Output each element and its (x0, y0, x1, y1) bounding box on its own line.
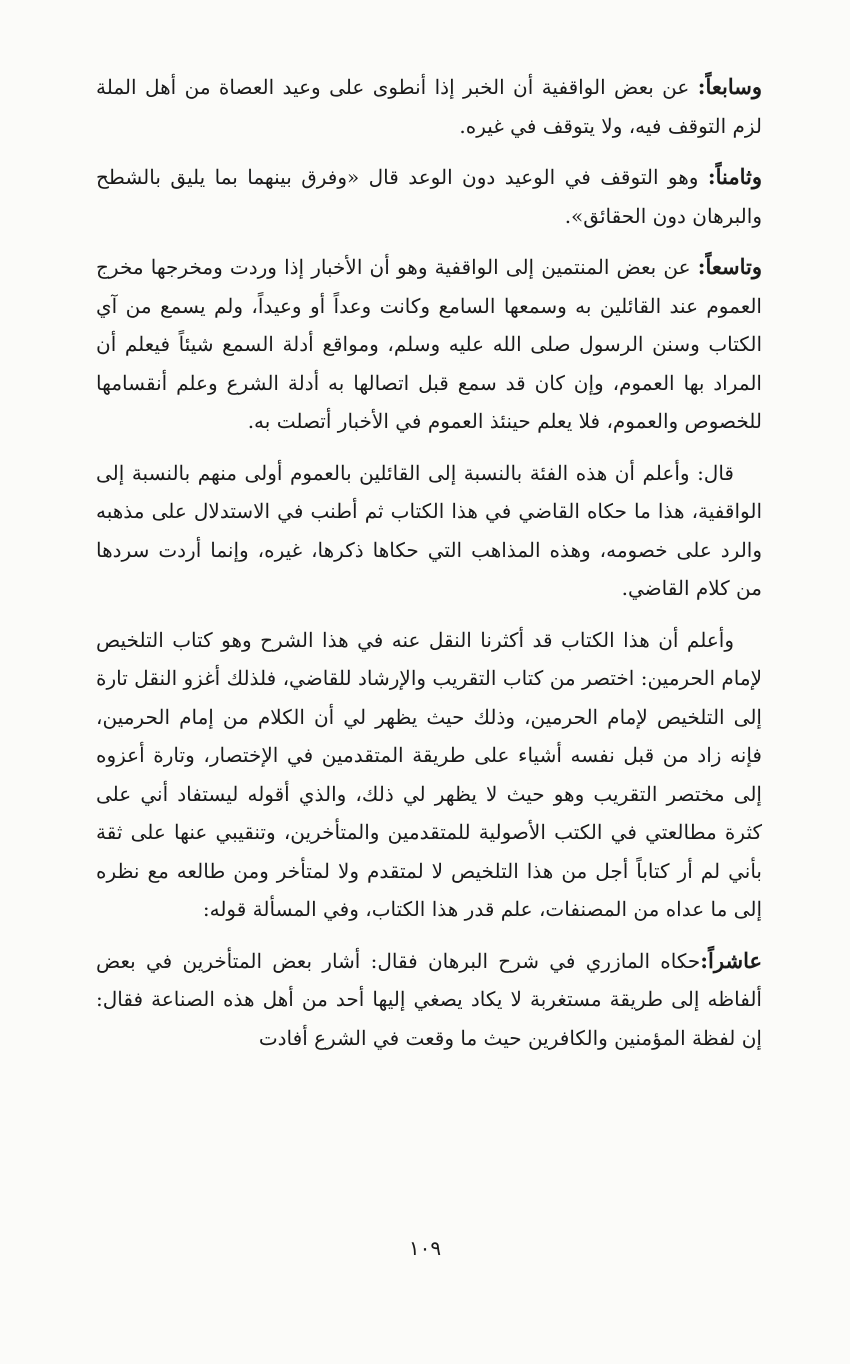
paragraph-text: حكاه المازري في شرح البرهان فقال: أشار بعض المتأخرين في بعض ألفاظه إلى طريقة مستغربة لا يكاد يصغي إليها أحد من أهل هذه الصناعة فقال: إن لفظة المؤمنين والكافرين حيث ما وقعت في الشرع أفادت (96, 948, 762, 1050)
paragraph-text: وهو التوقف في الوعيد دون الوعد قال «وفرق بينهما بما يليق بالشطح والبرهان دون الحقائق». (96, 165, 762, 228)
paragraph-lead: وتاسعاً: (697, 254, 762, 279)
paragraph-qala (96, 454, 762, 608)
paragraph-lead: عاشراً: (700, 947, 762, 973)
page-number: ١٠٩ (408, 1236, 442, 1260)
paragraph-eighth (96, 158, 762, 235)
paragraph-seventh (96, 68, 762, 145)
paragraph-ninth (96, 248, 762, 441)
page-body (96, 68, 762, 1057)
paragraph-lead: وثامناً: (707, 164, 762, 189)
paragraph-lead: وسابعاً: (697, 74, 762, 99)
paragraph-talkhis (96, 621, 762, 929)
paragraph-text: قال: وأعلم أن هذه الفئة بالنسبة إلى القائلين بالعموم أولى منهم بالنسبة إلى الواقفية، هذا ما حكاه القاضي في هذا الكتاب ثم أطنب في الاستدلال على مذهبه والرد على خصومه، وهذه المذاهب التي حكاها ذكرها، غيره، وإنما أردت سردها من كلام القاضي. (96, 460, 762, 600)
paragraph-tenth (96, 942, 762, 1058)
paragraph-text: وأعلم أن هذا الكتاب قد أكثرنا النقل عنه في هذا الشرح وهو كتاب التلخيص لإمام الحرمين: اختصر من كتاب التقريب والإرشاد للقاضي، فلذلك أغزو النقل تارة إلى التلخيص لإمام الحرمين، وذلك حيث يظهر لي أن الكلام من إمام الحرمين، فإنه زاد من قبل نفسه أشياء على طريقة المتقدمين في الإختصار، وتارة أعزوه إلى مختصر التقريب وهو حيث لا يظهر لي ذلك، والذي أقوله ليستفاد أني على كثرة مطالعتي في الكتب الأصولية للمتقدمين والمتأخرين، وتنقيبي عنها على ثقة بأني لم أر كتاباً أجل من هذا التلخيص لا لمتقدم ولا لمتأخر ومن طالعه مع نظره إلى ما عداه من المصنفات، علم قدر هذا الكتاب، وفي المسألة قوله: (96, 627, 763, 921)
paragraph-text: عن بعض الواقفية أن الخبر إذا أنطوى على وعيد العصاة من أهل الملة لزم التوقف فيه، ولا يتوقف في غيره. (96, 75, 762, 138)
paragraph-text: عن بعض المنتمين إلى الواقفية وهو أن الأخبار إذا وردت ومخرجها مخرج العموم عند القائلين به وسمعها السامع وكانت وعداً أو وعيداً، ولم يسمع من آي الكتاب وسنن الرسول صلى الله عليه وسلم، ومواقع أدلة السمع شيئاً فيعلم أن المراد بها العموم، وإن كان قد سمع قبل اتصالها به أدلة الشرع وعلم أنقسامها للخصوص والعموم، فلا يعلم حينئذ العموم في الأخبار أتصلت به. (96, 255, 762, 433)
